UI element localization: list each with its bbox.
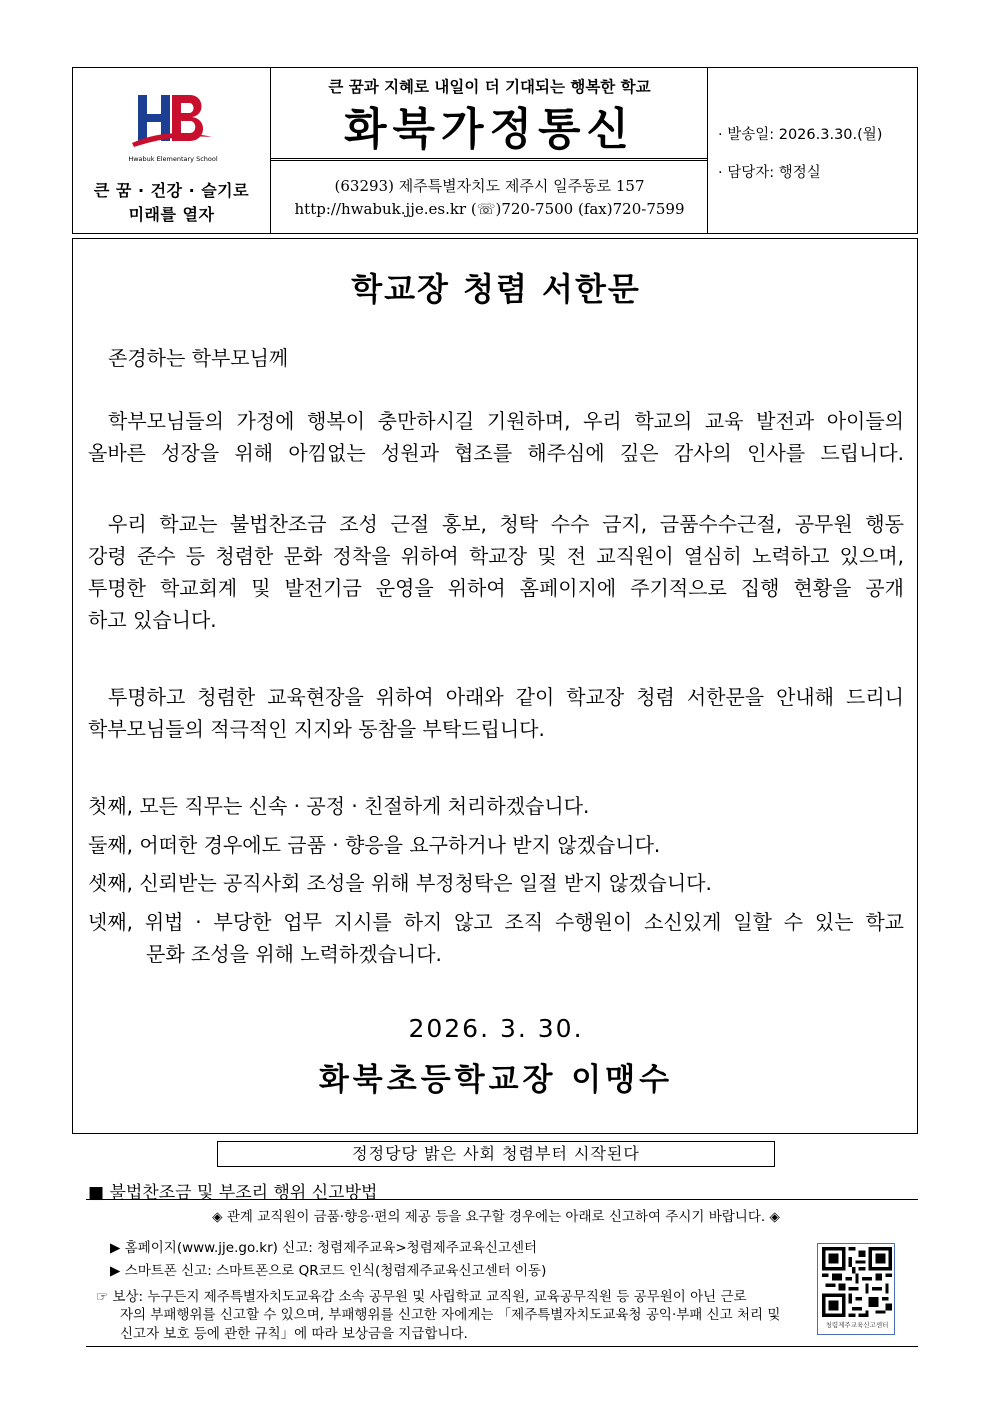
footer-bottom-rule [86,1346,918,1347]
report-notice: ◈ 관계 교직원이 금품·향응·편의 제공 등을 요구할 경우에는 아래로 신고하여 주시기 바랍니다. ◈ [212,1209,780,1225]
report-heading-rule [86,1199,918,1200]
report-methods-heading: ■ 불법찬조금 및 부조리 행위 신고방법 [88,1183,378,1203]
newsletter-title: 화북가정통신 [343,104,636,155]
paragraph-2-line-1: 우리 학교는 불법찬조금 조성 근절 홍보, 청탁 수수 금지, 금품수수근절, 공무원 행동 [108,512,904,536]
header-logo-cell [72,67,271,234]
principal-signature: 화북초등학교장 이맹수 [318,1062,674,1098]
motto-line-2: 미래를 열자 [128,205,215,224]
reward-line-1: ☞ 보상: 누구든지 제주특별자치도교육감 소속 공무원 및 사립학교 교직원, 교육공무직원 등 공무원이 아닌 근로 [96,1289,747,1305]
logo-school-name: Hwabuk Elementary School [128,155,218,163]
report-method-smartphone: ▶ 스마트폰 신고: 스마트폰으로 QR코드 인식(청렴제주교육신고센터 이동) [110,1263,547,1279]
reward-line-2: 자의 부패행위를 신고할 수 있으며, 부패행위를 신고한 자에게는 「제주특별자치도교육청 공익·부패 신고 처리 및 [120,1307,781,1323]
paragraph-1-line-1: 학부모님들의 가정에 행복이 충만하시길 기원하며, 우리 학교의 교육 발전과 아이들의 [108,409,904,433]
paragraph-2-line-3: 투명한 학교회계 및 발전기금 운영을 위하여 홈페이지에 주기적으로 집행 현황을 공개 [88,576,904,600]
school-address: (63293) 제주특별자치도 제주시 일주동로 157 [334,177,645,195]
paragraph-3-line-2: 학부모님들의 적극적인 지지와 동참을 부탁드립니다. [88,717,545,741]
pledge-3: 셋째, 신뢰받는 공직사회 조성을 위해 부정청탁은 일절 받지 않겠습니다. [88,871,712,895]
school-slogan: 큰 꿈과 지혜로 내일이 더 기대되는 행복한 학교 [328,78,651,96]
contact-person: · 담당자: 행정실 [718,165,821,181]
pledge-4-line-1: 넷째, 위법 · 부당한 업무 지시를 하지 않고 조직 수행원이 소신있게 일할 수 있는 학교 [88,910,904,934]
report-method-homepage: ▶ 홈페이지(www.jje.go.kr) 신고: 청렴제주교육>청렴제주교육신고센터 [110,1240,538,1256]
pledge-2: 둘째, 어떠한 경우에도 금품 · 향응을 요구하거나 받지 않겠습니다. [88,833,661,857]
school-contact: http://hwabuk.jje.es.kr (☏)720-7500 (fax)720-7599 [294,200,685,218]
letter-date: 2026. 3. 30. [408,1014,584,1043]
qr-code-icon [822,1247,892,1317]
pledge-1: 첫째, 모든 직무는 신속 · 공정 · 친절하게 처리하겠습니다. [88,794,590,818]
motto-line-1: 큰 꿈 · 건강 · 슬기로 [93,181,250,200]
title-divider [271,158,708,161]
header-meta-cell [708,67,918,234]
reward-line-3: 신고자 보호 등에 관한 규칙」에 따라 보상금을 지급합니다. [120,1326,468,1342]
pledge-4-line-2: 문화 조성을 위해 노력하겠습니다. [146,942,442,966]
report-qr-code[interactable] [817,1243,895,1335]
letter-title: 학교장 청렴 서한문 [351,270,641,308]
integrity-slogan-box: 정정당당 밝은 사회 청렴부터 시작된다 [217,1141,775,1167]
issue-date: · 발송일: 2026.3.30.(월) [718,127,883,143]
school-logo-icon [128,87,218,157]
header-title-cell [271,67,708,234]
paragraph-2-line-2: 강령 준수 등 청렴한 문화 정착을 위하여 학교장 및 전 교직원이 열심히 노력하고 있으며, [88,544,905,568]
letter-greeting: 존경하는 학부모님께 [108,346,289,370]
paragraph-1-line-2: 올바른 성장을 위해 아낌없는 성원과 협조를 해주심에 깊은 감사의 인사를 드립니다. [88,441,904,465]
qr-caption: 청렴제주교육신고센터 [825,1321,889,1329]
paragraph-2-line-4: 하고 있습니다. [88,608,217,632]
paragraph-3-line-1: 투명하고 청렴한 교육현장을 위하여 아래와 같이 학교장 청렴 서한문을 안내해 드리니 [108,685,904,709]
